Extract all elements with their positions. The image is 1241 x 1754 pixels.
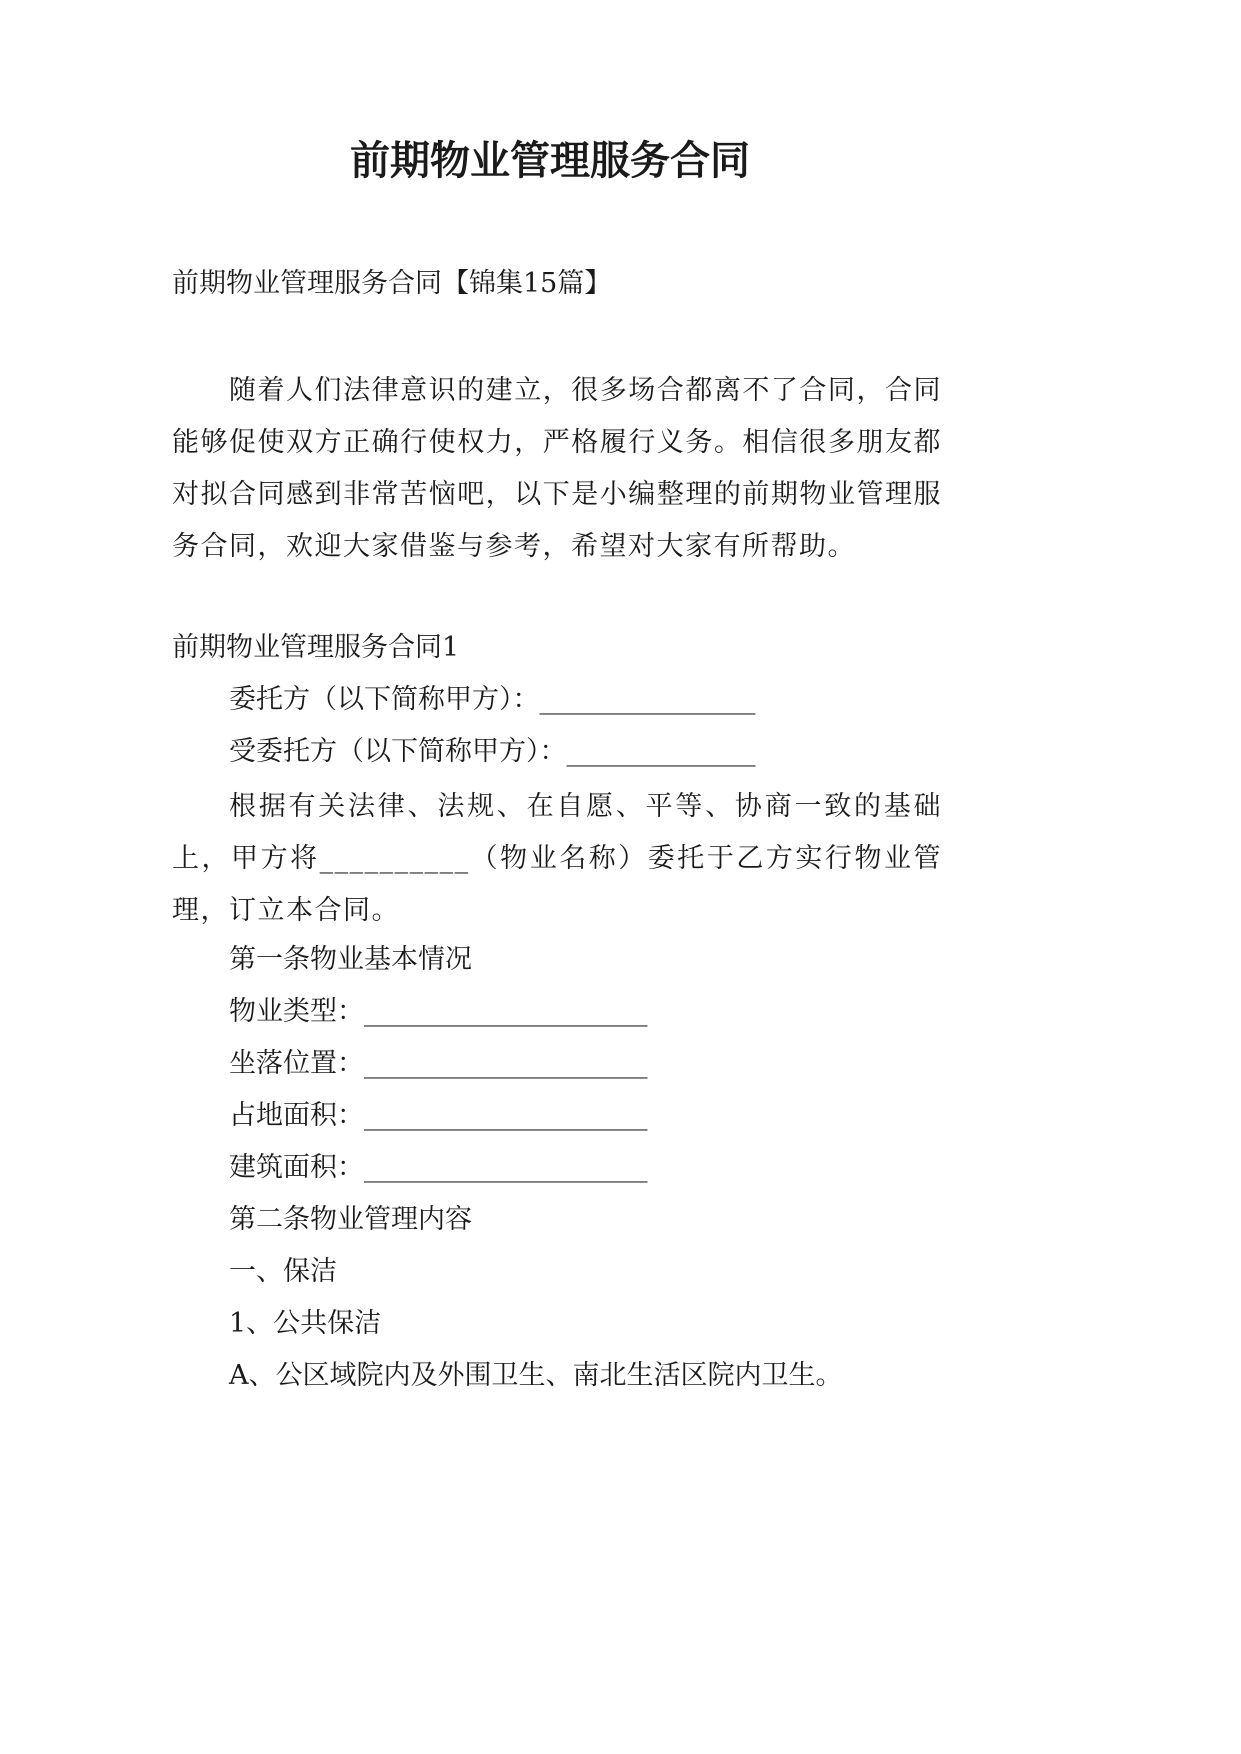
preamble-paragraph: 根据有关法律、法规、在自愿、平等、协商一致的基础上，甲方将__________（物业名称）委托于乙方实行物业管理，订立本合同。 — [172, 791, 942, 926]
cleaning-item: 一、保洁 — [229, 1256, 337, 1287]
intro-paragraph: 随着人们法律意识的建立，很多场合都离不了合同，合同能够促使双方正确行使权力，严格履行义务。相信很多朋友都对拟合同感到非常苦恼吧，以下是小编整理的前期物业管理服务合同，欢迎大家借鉴与参考，希望对大家有所帮助。 — [172, 375, 942, 562]
party-a-line: 委托方（以下简称甲方）：________________ — [229, 684, 756, 715]
document-subtitle: 前期物业管理服务合同【锦集15篇】 — [172, 268, 612, 299]
public-cleaning-item: 1、公共保洁 — [229, 1308, 382, 1339]
article-2-heading: 第二条物业管理内容 — [229, 1204, 472, 1235]
item-a-line: A、公区域院内及外围卫生、南北生活区院内卫生。 — [229, 1360, 843, 1391]
article-1-heading: 第一条物业基本情况 — [229, 944, 472, 975]
party-b-line: 受委托方（以下简称甲方）：______________ — [229, 736, 756, 767]
location-line: 坐落位置：_____________________ — [229, 1048, 648, 1079]
section-heading: 前期物业管理服务合同1 — [172, 632, 460, 663]
document-title: 前期物业管理服务合同 — [350, 138, 750, 184]
building-area-line: 建筑面积：_____________________ — [229, 1152, 648, 1183]
land-area-line: 占地面积：_____________________ — [229, 1100, 648, 1131]
property-type-line: 物业类型：_____________________ — [229, 996, 648, 1027]
